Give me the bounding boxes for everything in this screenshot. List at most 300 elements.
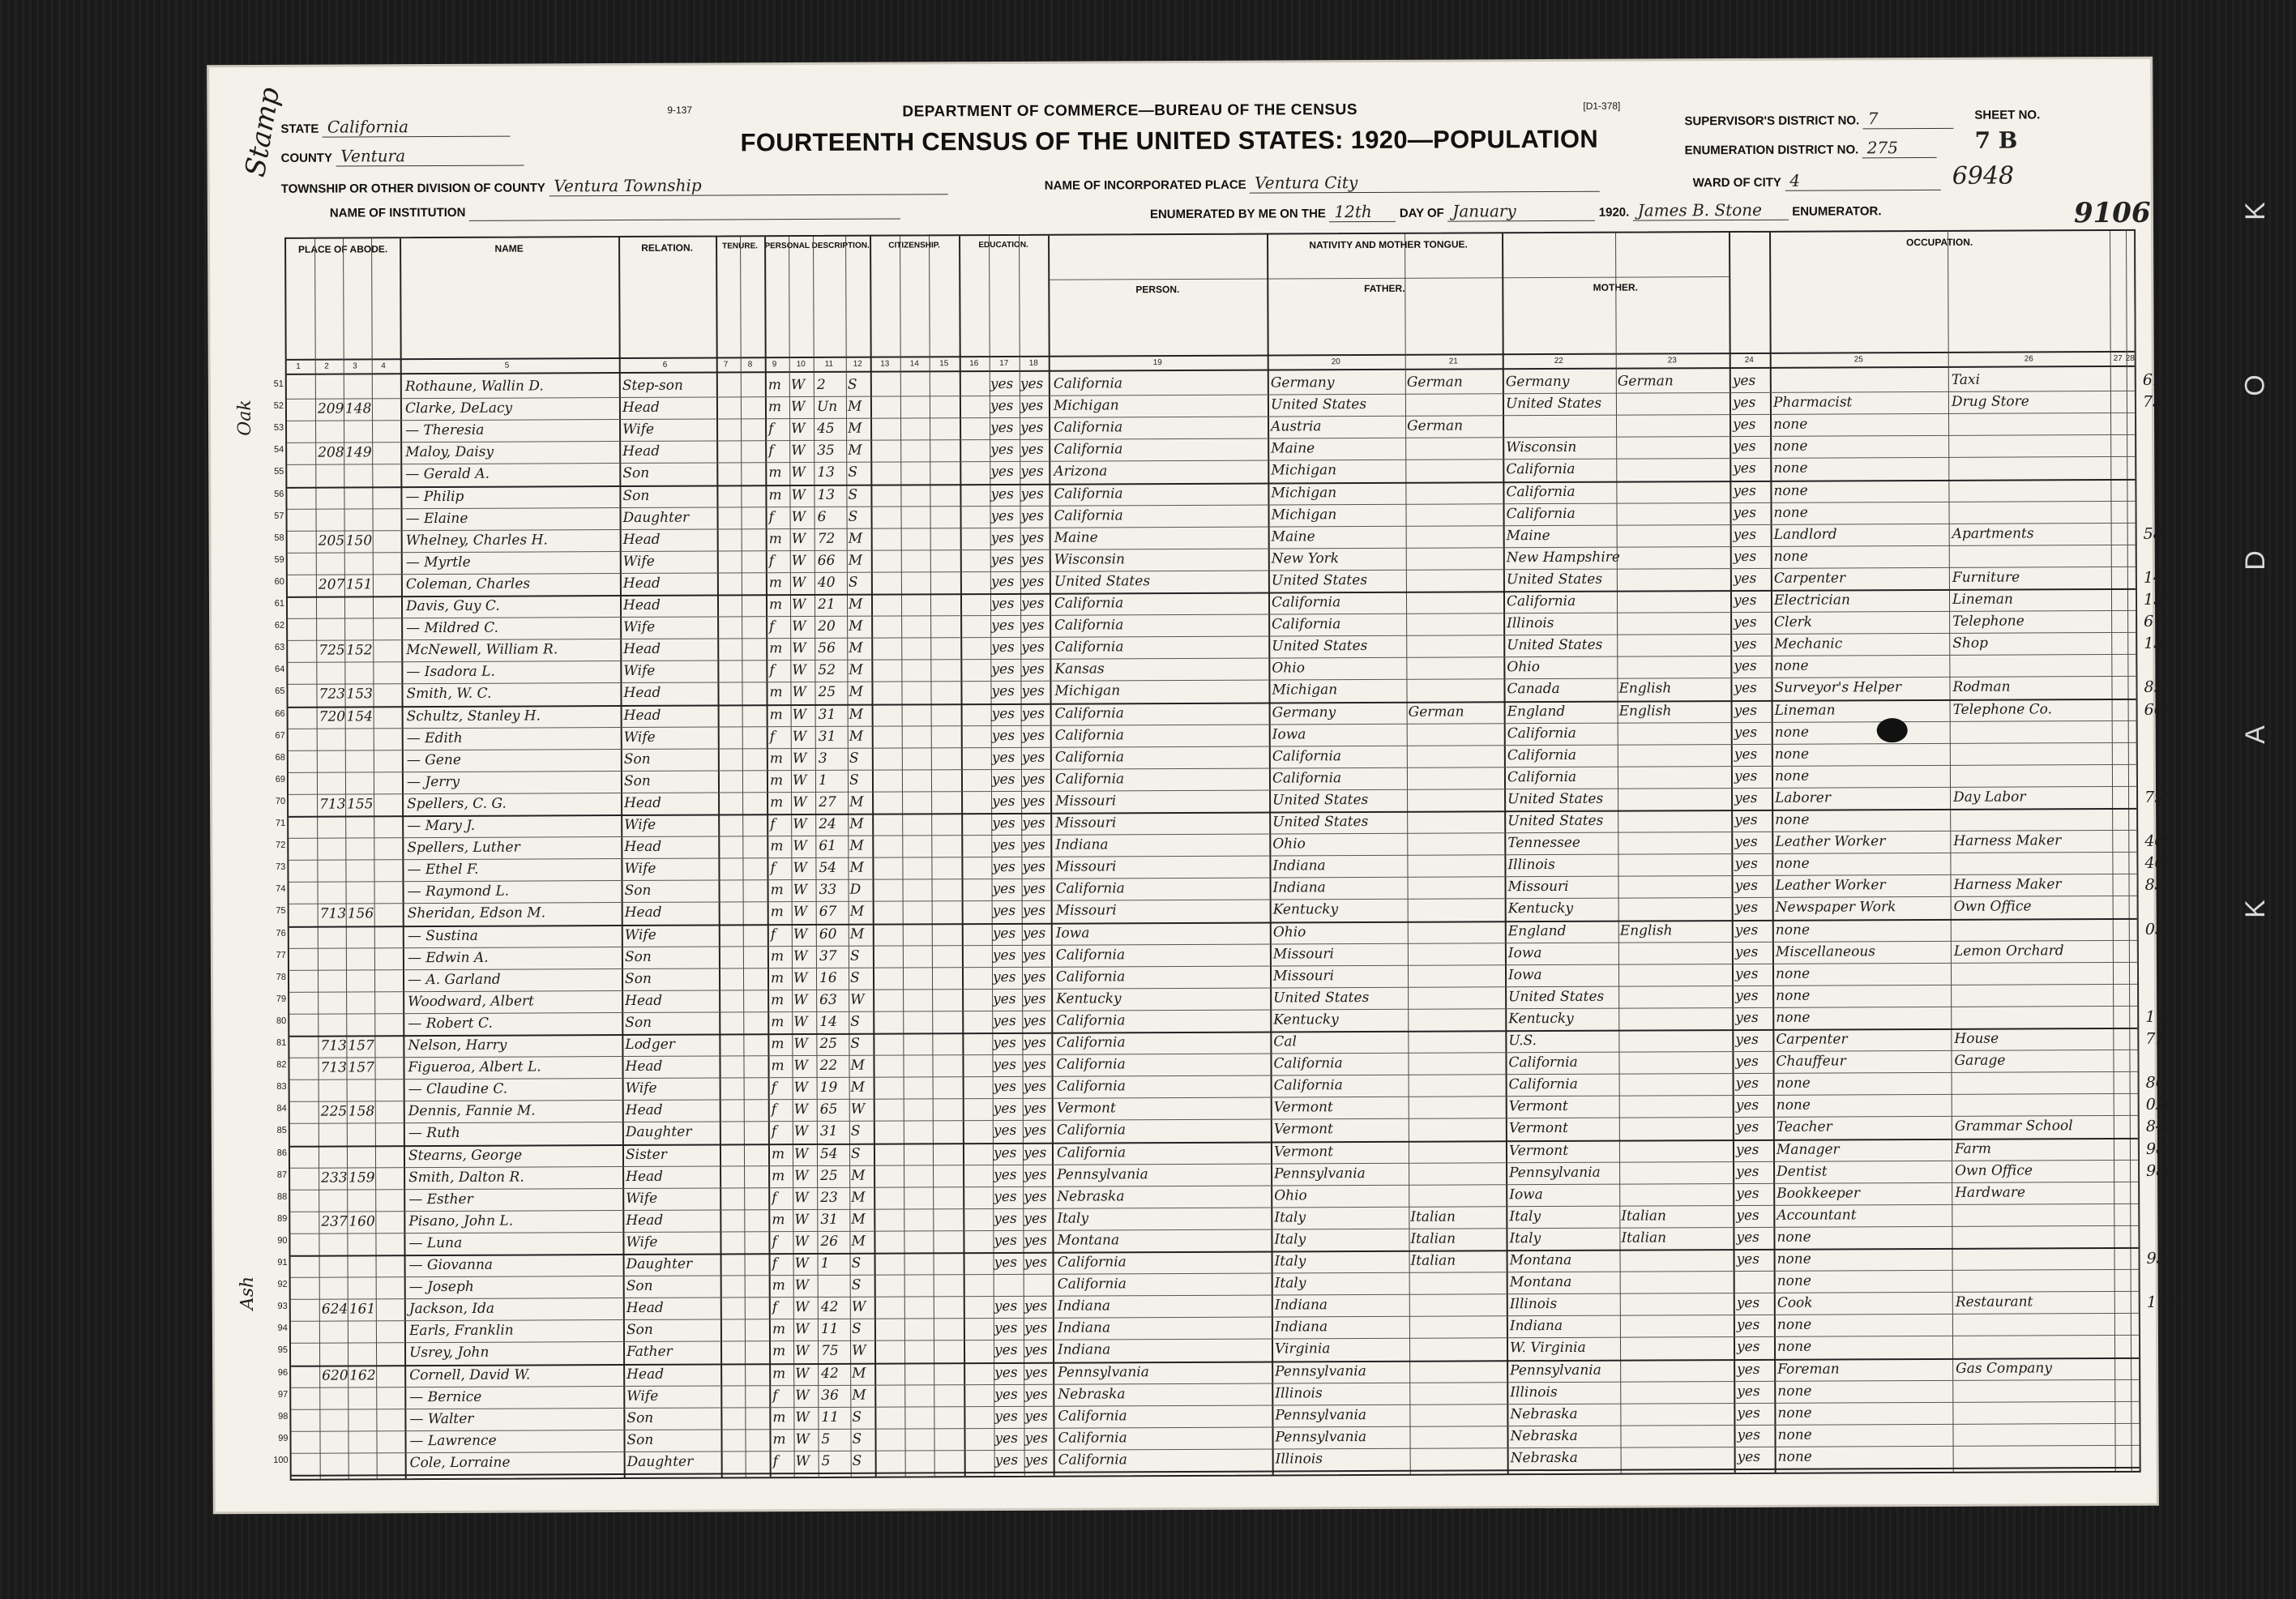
- father-birthplace: Indiana: [1274, 1319, 1328, 1336]
- race: W: [793, 947, 808, 964]
- marital-status: M: [849, 684, 863, 701]
- can-read: yes: [994, 1408, 1018, 1425]
- mother-tongue: [1619, 812, 1729, 813]
- birthplace: California: [1054, 595, 1124, 612]
- english: yes: [1733, 460, 1756, 477]
- mother-birthplace: Germany: [1505, 373, 1570, 391]
- age: 2: [816, 376, 826, 393]
- father-tongue: [1409, 923, 1503, 924]
- father-birthplace: Kentucky: [1272, 901, 1339, 918]
- mother-birthplace: Illinois: [1507, 615, 1554, 632]
- ward-field: [1693, 170, 1941, 191]
- marital-status: S: [848, 486, 858, 503]
- industry: [1955, 1096, 2112, 1097]
- family-number: 149: [345, 444, 372, 461]
- relation: Head: [622, 399, 660, 417]
- mother-tongue: Italian: [1621, 1208, 1667, 1225]
- occupation: none: [1773, 438, 1808, 455]
- sex: m: [771, 1014, 785, 1031]
- can-write: yes: [1023, 1034, 1046, 1051]
- occupation: none: [1773, 548, 1809, 565]
- birthplace: California: [1055, 968, 1126, 985]
- relation: Wife: [624, 861, 656, 878]
- relation: Head: [626, 1168, 664, 1185]
- relation: Son: [624, 970, 652, 987]
- age: 56: [818, 640, 836, 657]
- can-read: yes: [994, 1232, 1017, 1249]
- father-tongue: [1407, 506, 1501, 507]
- person-name: Clarke, DeLacy: [404, 400, 513, 417]
- occupation: Leather Worker: [1775, 877, 1886, 895]
- age: 67: [819, 904, 837, 921]
- industry: Farm: [1954, 1140, 1992, 1157]
- can-write: yes: [1020, 551, 1045, 568]
- person-name: Rothaune, Wallin D.: [404, 378, 544, 395]
- race: W: [794, 1167, 809, 1184]
- father-birthplace: Ohio: [1272, 923, 1306, 941]
- column-number: 7: [723, 360, 729, 370]
- can-read: yes: [991, 639, 1015, 656]
- marital-status: S: [849, 969, 860, 986]
- birthplace: Indiana: [1057, 1298, 1111, 1315]
- sex: m: [768, 486, 782, 503]
- english: yes: [1734, 834, 1758, 851]
- sex: m: [772, 1409, 786, 1426]
- father-tongue: [1411, 1428, 1505, 1429]
- column-number: 15: [939, 359, 949, 369]
- can-read: yes: [991, 617, 1015, 635]
- english: yes: [1736, 1163, 1759, 1180]
- census-table: [273, 229, 2177, 1481]
- mother-birthplace: Tennessee: [1507, 834, 1580, 852]
- occupation: none: [1773, 460, 1808, 477]
- can-read: yes: [992, 903, 1016, 920]
- age: 31: [818, 728, 836, 745]
- age: 16: [819, 969, 837, 986]
- institution-field: [330, 204, 900, 222]
- industry: Grammar School: [1954, 1118, 2073, 1135]
- marital-status: M: [847, 398, 862, 415]
- sex: m: [771, 1145, 785, 1162]
- race: W: [792, 706, 807, 723]
- father-birthplace: Michigan: [1271, 462, 1337, 479]
- english: yes: [1734, 746, 1758, 763]
- age: 22: [819, 1057, 838, 1075]
- column-number: 4: [381, 361, 386, 371]
- mother-birthplace: England: [1507, 703, 1566, 720]
- birthplace: California: [1058, 1407, 1127, 1425]
- dwelling-number: 209: [317, 400, 344, 417]
- english: yes: [1736, 1251, 1759, 1268]
- column-number: 27: [2113, 353, 2123, 363]
- abode-heading: PLACE OF ABODE.: [297, 243, 388, 255]
- mother-birthplace: Nebraska: [1510, 1427, 1578, 1445]
- row-number: 74: [276, 884, 286, 895]
- race: W: [794, 1233, 809, 1250]
- race: W: [795, 1365, 810, 1382]
- race: W: [794, 1299, 810, 1316]
- father-tongue: [1407, 440, 1501, 441]
- column-number: 9: [772, 360, 777, 370]
- supervisor-field: [1684, 109, 1953, 130]
- father-tongue: [1411, 1296, 1505, 1297]
- township-label: TOWNSHIP OR OTHER DIVISION OF COUNTY: [280, 181, 545, 196]
- can-read: yes: [991, 749, 1015, 766]
- age: 42: [821, 1365, 839, 1382]
- ward-label: WARD OF CITY: [1692, 175, 1781, 190]
- age: 31: [819, 1123, 838, 1140]
- english: yes: [1732, 395, 1756, 412]
- supervisor-value: 7: [1863, 109, 1954, 129]
- relation: Son: [623, 772, 651, 789]
- family-number: 151: [345, 576, 373, 593]
- margin-count: 468: [2144, 853, 2174, 873]
- age: 1: [818, 772, 827, 789]
- birthplace: California: [1054, 726, 1124, 744]
- marital-status: S: [849, 750, 859, 767]
- row-number: 87: [276, 1169, 288, 1180]
- mother-birthplace: Canada: [1507, 681, 1560, 698]
- marital-status: M: [849, 706, 864, 723]
- person-name: McNewell, William R.: [406, 641, 558, 659]
- father-tongue: [1409, 901, 1503, 902]
- age: 5: [821, 1452, 831, 1469]
- can-write: yes: [1024, 1210, 1047, 1227]
- can-write: yes: [1022, 881, 1045, 898]
- occupation: Cook: [1777, 1294, 1813, 1311]
- sex: m: [772, 1430, 786, 1448]
- mother-birthplace: Iowa: [1507, 944, 1542, 961]
- birthplace: California: [1053, 375, 1123, 392]
- nativity-heading: NATIVITY AND MOTHER TONGUE.: [1309, 238, 1468, 251]
- column-number: 19: [1152, 358, 1162, 368]
- sex: m: [769, 750, 784, 767]
- father-tongue: [1411, 1406, 1505, 1407]
- english: yes: [1735, 1119, 1759, 1136]
- industry: Drug Store: [1951, 393, 2029, 410]
- father-tongue: [1408, 615, 1502, 616]
- occupation: none: [1774, 746, 1810, 763]
- column-divider: [343, 239, 349, 1479]
- sex: m: [770, 794, 784, 811]
- person-name: Usrey, John: [409, 1345, 490, 1362]
- family-number: 148: [344, 400, 372, 417]
- person-name: — Gerald A.: [405, 466, 490, 483]
- can-read: yes: [991, 683, 1015, 700]
- can-write: yes: [1020, 529, 1045, 546]
- father-tongue: [1411, 1274, 1505, 1275]
- can-write: yes: [1020, 464, 1044, 481]
- mother-tongue: [1619, 746, 1729, 747]
- person-name: — Mary J.: [407, 817, 476, 835]
- can-read: yes: [994, 1364, 1018, 1381]
- industry: [1956, 1447, 2114, 1448]
- can-write: yes: [1020, 507, 1044, 524]
- english: yes: [1734, 856, 1758, 873]
- industry: [1952, 503, 2109, 504]
- english: yes: [1733, 504, 1756, 521]
- birthplace: Indiana: [1055, 836, 1109, 853]
- can-read: yes: [993, 1122, 1017, 1139]
- industry: Rodman: [1952, 678, 2011, 696]
- marital-status: M: [850, 1057, 865, 1074]
- race: W: [795, 1387, 810, 1404]
- mother-tongue: [1622, 1339, 1732, 1340]
- mother-birthplace: Nebraska: [1510, 1405, 1578, 1422]
- race: W: [791, 596, 806, 614]
- occupation: Lineman: [1774, 701, 1836, 719]
- industry: [1956, 1315, 2113, 1316]
- column-divider: [1502, 233, 1509, 1473]
- mother-tongue: [1618, 483, 1728, 484]
- father-birthplace: Maine: [1271, 528, 1315, 545]
- mother-tongue: [1618, 658, 1729, 659]
- industry: [1953, 745, 2110, 746]
- can-read: yes: [990, 573, 1015, 590]
- row-number: 92: [277, 1279, 288, 1289]
- english: yes: [1735, 1141, 1759, 1158]
- age: 54: [819, 1145, 838, 1162]
- english: yes: [1736, 1229, 1759, 1246]
- father-birthplace: Vermont: [1273, 1121, 1333, 1138]
- citizenship-heading: CITIZENSHIP.: [888, 241, 940, 250]
- age: 23: [820, 1189, 838, 1206]
- person-name: Cornell, David W.: [409, 1366, 531, 1383]
- can-write: yes: [1023, 1012, 1046, 1029]
- can-write: yes: [1022, 903, 1046, 920]
- family-number: 159: [348, 1169, 375, 1186]
- relation: Son: [622, 487, 650, 504]
- margin-note: Oak: [234, 400, 255, 436]
- sex: m: [772, 1365, 786, 1382]
- sex: f: [772, 1387, 778, 1404]
- state-field: [280, 117, 511, 138]
- father-tongue: [1410, 1099, 1504, 1100]
- industry: Telephone: [1952, 613, 2024, 630]
- birthplace: Pennsylvania: [1058, 1363, 1149, 1381]
- father-birthplace: Illinois: [1275, 1451, 1323, 1468]
- english: yes: [1737, 1383, 1760, 1400]
- marital-status: M: [849, 859, 864, 876]
- form-number: 9-137: [667, 104, 693, 116]
- education-heading: EDUCATION.: [978, 240, 1028, 250]
- mother-birthplace: Illinois: [1510, 1383, 1558, 1400]
- industry: Garage: [1954, 1052, 2006, 1069]
- age: 52: [818, 662, 836, 679]
- mother-birthplace: California: [1506, 461, 1576, 478]
- can-read: yes: [990, 464, 1014, 481]
- race: W: [793, 1013, 808, 1030]
- occupation: Dentist: [1777, 1163, 1828, 1180]
- margin-count: 842: [2145, 1118, 2176, 1136]
- father-tongue: [1407, 395, 1501, 396]
- occupation: Chauffeur: [1776, 1053, 1846, 1070]
- margin-count: 585: [2143, 524, 2173, 543]
- race: W: [792, 662, 806, 679]
- father-tongue: [1410, 1186, 1504, 1187]
- race: W: [793, 1036, 808, 1053]
- race: W: [791, 508, 806, 525]
- mother-tongue: [1618, 614, 1729, 615]
- industry: Taxi: [1951, 371, 1981, 388]
- father-tongue: [1409, 879, 1503, 880]
- column-number: 11: [824, 359, 834, 369]
- relation: Head: [625, 1058, 663, 1075]
- mother-tongue: [1619, 768, 1729, 769]
- birthplace: Vermont: [1056, 1100, 1116, 1117]
- english: yes: [1737, 1361, 1760, 1378]
- person-name: Dennis, Fannie M.: [408, 1102, 536, 1120]
- industry: [1956, 1337, 2113, 1338]
- can-write: yes: [1022, 925, 1046, 942]
- mother-birthplace: Iowa: [1507, 966, 1542, 983]
- relation: Head: [624, 838, 662, 856]
- row-number: 57: [274, 511, 284, 521]
- film-letter: K: [2239, 200, 2271, 220]
- age: 31: [818, 706, 836, 723]
- mother-tongue: [1622, 1273, 1732, 1274]
- row-number: 75: [276, 906, 286, 917]
- margin-count: 835: [2144, 875, 2174, 895]
- can-write: yes: [1023, 1056, 1046, 1073]
- father-birthplace: Michigan: [1271, 506, 1337, 524]
- marital-status: M: [851, 1167, 866, 1184]
- mother-birthplace: Iowa: [1509, 1186, 1543, 1203]
- person-name: — Raymond L.: [407, 883, 510, 900]
- sex: f: [771, 1101, 777, 1118]
- family-number: 150: [345, 532, 373, 549]
- occupation: Manager: [1776, 1140, 1840, 1158]
- can-read: yes: [990, 551, 1015, 568]
- sex: f: [772, 1299, 778, 1316]
- father-birthplace: Pennsylvania: [1274, 1165, 1366, 1182]
- father-birthplace: Virginia: [1274, 1340, 1331, 1357]
- row-number: 77: [276, 950, 286, 960]
- age: 25: [818, 684, 836, 701]
- age: Un: [816, 398, 838, 416]
- relation: Wife: [626, 1190, 658, 1207]
- row-number: 88: [276, 1191, 288, 1202]
- relation: Wife: [623, 729, 656, 746]
- can-write: yes: [1020, 573, 1045, 590]
- relation-heading: RELATION.: [641, 242, 694, 254]
- industry: [1952, 437, 2109, 438]
- can-read: yes: [994, 1188, 1017, 1205]
- birthplace: California: [1058, 1430, 1127, 1447]
- row-number: 56: [274, 489, 284, 499]
- sex: m: [772, 1343, 786, 1360]
- occupation: none: [1776, 987, 1811, 1004]
- industry: House: [1954, 1030, 1999, 1047]
- father-tongue: [1409, 1054, 1503, 1055]
- race: W: [793, 1058, 809, 1075]
- can-read: yes: [993, 1101, 1017, 1118]
- marital-status: M: [848, 443, 862, 460]
- person-name: — Elaine: [405, 510, 468, 527]
- race: W: [791, 443, 806, 460]
- birthplace: Pennsylvania: [1057, 1165, 1148, 1183]
- person-name: — Edwin A.: [407, 949, 489, 966]
- age: 24: [819, 815, 836, 832]
- mother-tongue: [1621, 1164, 1731, 1165]
- age: 66: [817, 552, 836, 569]
- relation: Daughter: [625, 1124, 692, 1141]
- occupation: none: [1775, 965, 1811, 982]
- dwelling-number: 207: [318, 576, 345, 593]
- english: yes: [1734, 965, 1759, 982]
- occupation: Landlord: [1773, 526, 1837, 543]
- age: 27: [819, 793, 836, 810]
- father-birthplace: Ohio: [1274, 1187, 1307, 1204]
- row-number: 79: [276, 994, 287, 1004]
- sex: f: [772, 1453, 778, 1470]
- dwelling-number: 720: [319, 708, 346, 725]
- father-birthplace: Michigan: [1271, 484, 1337, 502]
- person-name: — Philip: [405, 488, 464, 505]
- row-number: 100: [273, 1455, 289, 1465]
- sex: f: [769, 618, 775, 635]
- row-number: 82: [276, 1059, 287, 1070]
- person-name: Maloy, Daisy: [405, 444, 494, 461]
- column-number: 13: [880, 359, 890, 369]
- film-letter: D: [2239, 548, 2271, 571]
- mother-birthplace: California: [1506, 483, 1576, 500]
- race: W: [792, 750, 807, 767]
- marital-status: S: [850, 1123, 861, 1140]
- row-number: 81: [276, 1037, 287, 1048]
- father-birthplace: California: [1272, 616, 1341, 633]
- column-number: 17: [999, 358, 1009, 368]
- race: W: [794, 1211, 809, 1228]
- age: 36: [821, 1387, 839, 1404]
- month-value: January: [1447, 201, 1595, 222]
- mother-birthplace: W. Virginia: [1509, 1340, 1586, 1357]
- age: 14: [819, 1013, 837, 1030]
- father-birthplace: Italy: [1274, 1231, 1306, 1248]
- birthplace: Missouri: [1055, 858, 1117, 875]
- can-read: yes: [994, 1451, 1019, 1469]
- can-write: yes: [1024, 1254, 1048, 1271]
- father-birthplace: Missouri: [1272, 967, 1335, 985]
- occupation: Carpenter: [1773, 570, 1846, 587]
- race: W: [792, 728, 807, 745]
- industry: Day Labor: [1953, 789, 2026, 806]
- dwelling-number: 233: [321, 1169, 348, 1186]
- english: yes: [1734, 680, 1757, 697]
- family-number: 157: [348, 1037, 374, 1054]
- age: 61: [819, 837, 837, 855]
- sex: f: [768, 552, 775, 570]
- english: yes: [1737, 1426, 1760, 1443]
- sex: f: [768, 443, 774, 460]
- industry: Own Office: [1955, 1162, 2033, 1179]
- year-label: 1920.: [1598, 205, 1630, 220]
- sex: m: [770, 882, 784, 899]
- age: 5: [821, 1430, 831, 1447]
- birthplace: Indiana: [1057, 1319, 1111, 1336]
- person-name: — Mildred C.: [406, 619, 499, 637]
- relation: Head: [623, 707, 661, 724]
- can-write: yes: [1021, 771, 1045, 788]
- can-write: yes: [1024, 1166, 1047, 1183]
- margin-count: 674: [2144, 612, 2174, 631]
- sex: m: [770, 904, 784, 921]
- father-tongue: [1411, 1384, 1505, 1385]
- birthplace: Michigan: [1053, 397, 1119, 414]
- person-name: — Ruth: [408, 1125, 460, 1142]
- marital-status: S: [847, 376, 857, 393]
- occupation-heading: OCCUPATION.: [1905, 236, 1973, 249]
